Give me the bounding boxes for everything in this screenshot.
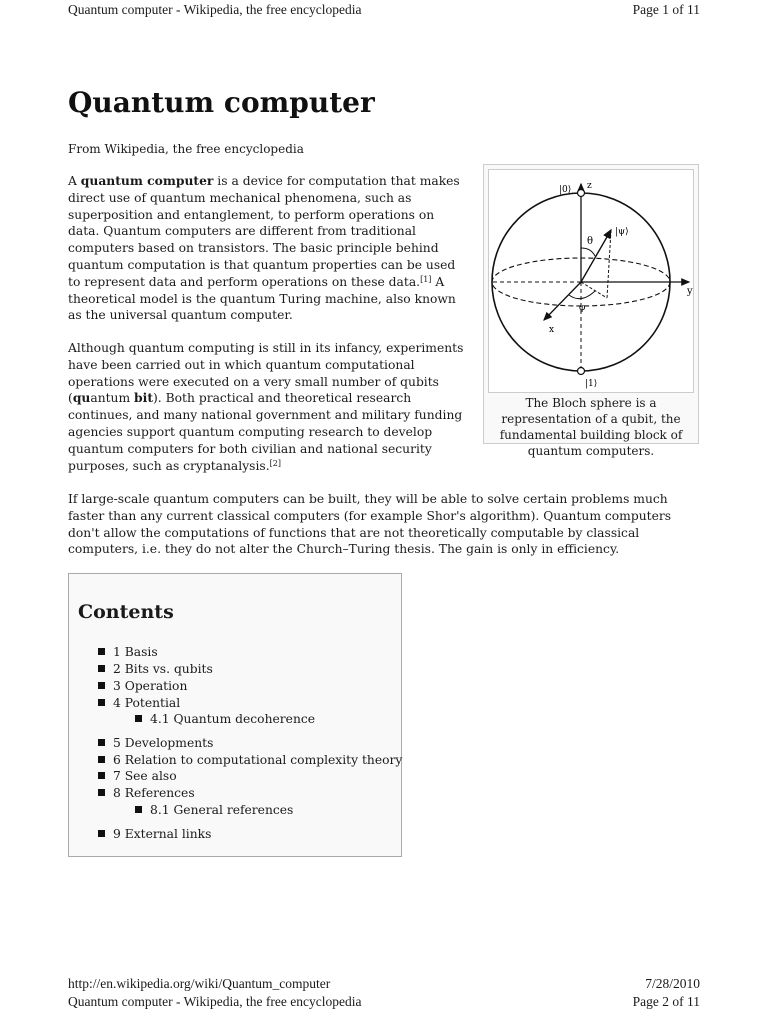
- bullet-icon: [135, 806, 142, 813]
- bloch-sphere-diagram: [489, 170, 695, 394]
- table-of-contents: [68, 573, 402, 857]
- south-pole: [578, 368, 585, 375]
- psi-vector: [581, 230, 611, 282]
- toc-item-operation[interactable]: 3 Operation: [98, 679, 187, 693]
- label-theta: θ: [587, 236, 594, 247]
- psi-projection: [581, 282, 607, 298]
- page-title: Quantum computer: [68, 86, 375, 119]
- footer-date: 7/28/2010: [645, 976, 700, 991]
- header-title: Quantum computer - Wikipedia, the free encyclopedia: [68, 2, 362, 17]
- bullet-icon: [98, 665, 105, 672]
- label-phi: φ: [579, 303, 586, 313]
- toc-item-potential[interactable]: 4 Potential: [98, 696, 180, 710]
- bloch-sphere-image[interactable]: [488, 169, 694, 393]
- toc-item-see-also[interactable]: 7 See also: [98, 769, 177, 783]
- label-z: z: [587, 181, 592, 191]
- bullet-icon: [98, 699, 105, 706]
- phi-arc: [569, 291, 595, 299]
- toc-item-quantum-decoherence[interactable]: 4.1 Quantum decoherence: [135, 712, 315, 726]
- site-sub: From Wikipedia, the free encyclopedia: [68, 142, 304, 156]
- toc-item-developments[interactable]: 5 Developments: [98, 736, 213, 750]
- label-y: y: [687, 286, 693, 297]
- header-page-number: Page 1 of 11: [632, 2, 700, 17]
- bullet-icon: [98, 789, 105, 796]
- toc-item-external-links[interactable]: 9 External links: [98, 827, 211, 841]
- bullet-icon: [98, 739, 105, 746]
- toc-item-basis[interactable]: 1 Basis: [98, 645, 158, 659]
- reference-link-1[interactable]: [1]: [420, 274, 432, 284]
- toc-item-general-references[interactable]: 8.1 General references: [135, 803, 293, 817]
- footer-url[interactable]: http://en.wikipedia.org/wiki/Quantum_computer: [68, 976, 331, 991]
- bullet-icon: [98, 682, 105, 689]
- bloch-sphere-figure: [483, 164, 699, 458]
- next-header-page-number: Page 2 of 11: [632, 994, 700, 1009]
- next-header-title: Quantum computer - Wikipedia, the free encyclopedia: [68, 994, 362, 1009]
- intro-paragraph-2: Although quantum computing is still in its infancy, experiments have been carried out in which quantum computational operations were executed on a very small number of qubits (quantum bit). Both practical and theoretical research continues, and many national government and military funding agencies support quantum computing research to develop quantum computers for both civilian and national security purposes, such as cryptanalysis.[2]: [68, 341, 464, 473]
- bullet-icon: [135, 715, 142, 722]
- bold-term: quantum computer: [80, 173, 214, 188]
- toc-item-bits-vs-qubits[interactable]: 2 Bits vs. qubits: [98, 662, 213, 676]
- reference-link-2[interactable]: [2]: [269, 458, 281, 468]
- figure-caption: The Bloch sphere is a representation of a qubit, the fundamental building block of quantum computers.: [499, 396, 683, 458]
- x-axis: [544, 282, 581, 320]
- theta-arc: [581, 248, 595, 256]
- intro-paragraph-1: A quantum computer is a device for computation that makes direct use of quantum mechanical phenomena, such as superposition and entanglement, to perform operations on data. Quantum computers are different from traditional computers based on transistors. The basic principle behind quantum computation is that quantum properties can be used to represent data and perform operations on these data.[1] A theoretical model is the quantum Turing machine, also known as the universal quantum computer.: [68, 173, 460, 323]
- toc-item-complexity-theory[interactable]: 6 Relation to computational complexity theory: [98, 753, 402, 767]
- toc-title: Contents: [78, 601, 174, 623]
- label-ket0: |0⟩: [559, 185, 572, 195]
- bullet-icon: [98, 830, 105, 837]
- bullet-icon: [98, 756, 105, 763]
- intro-paragraph-3: If large-scale quantum computers can be built, they will be able to solve certain problems much faster than any current classical computers (for example Shor's algorithm). Quantum computers don't allow the computations of functions that are not theoretically computable by classical computers, i.e. they do not alter the Church–Turing thesis. The gain is only in efficiency.: [68, 492, 672, 557]
- label-psi: |ψ⟩: [615, 227, 629, 237]
- toc-item-references[interactable]: 8 References: [98, 786, 195, 800]
- label-ket1: |1⟩: [585, 379, 598, 389]
- bullet-icon: [98, 772, 105, 779]
- psi-drop: [607, 230, 611, 298]
- north-pole: [578, 190, 585, 197]
- bullet-icon: [98, 648, 105, 655]
- label-x: x: [549, 325, 555, 335]
